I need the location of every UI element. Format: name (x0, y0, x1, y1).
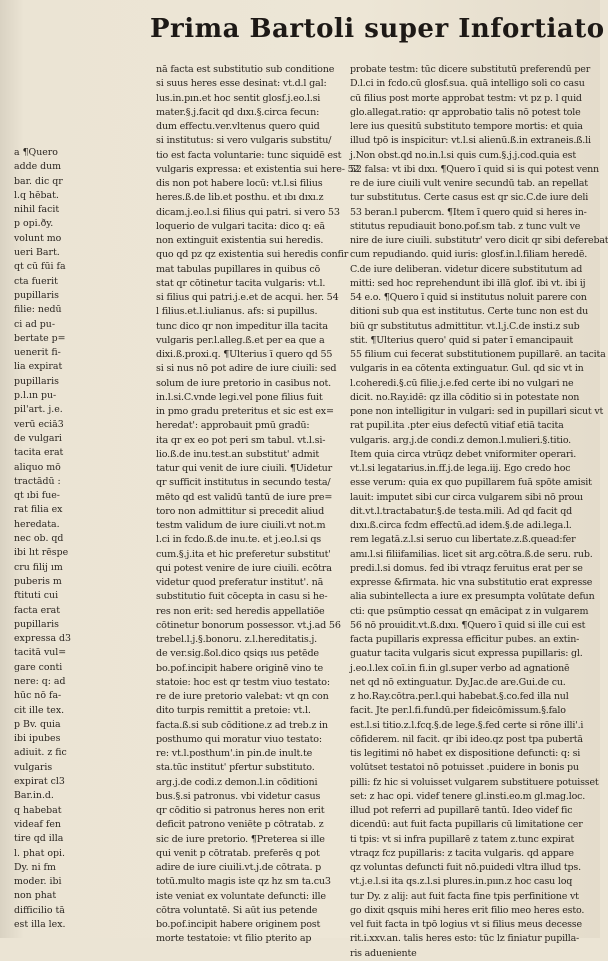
text-line: bo.pof.incipit habere originē vino te (156, 662, 323, 674)
text-line: re: vt.l.posthum'.in pin.de inult.te (156, 748, 313, 759)
marginal-notes (14, 146, 80, 931)
text-line: est.l.si titio.z.l.fcq.§.de lege.§.fed certe si rōne illi'.i (350, 719, 584, 731)
text-line: mēto qd est validū tantū de iure pre= (156, 491, 333, 503)
text-line: C.de iure deliberan. videtur dicere substitutum ad (350, 263, 583, 275)
text-line: dıxı.ß.circa fcdm effectū.ad idem.§.de adi.lega.l. (350, 520, 572, 531)
text-line: dicam.j.eo.l.si filius qui patri. si vero 53 (156, 206, 340, 218)
text-line: in pmo gradu preteritus et sic est ex= (156, 406, 334, 417)
text-line: res non erit: sed heredis appellatiōe (156, 605, 325, 617)
text-line: vt.j.e.l.si ita qs.z.l.si plures.in.pıın.z hoc casu loq (350, 876, 573, 888)
text-line: l.ci in fcdo.ß.de inu.te. et j.eo.l.si qs (156, 534, 322, 546)
margin-note-line: cit ille tex. (14, 704, 65, 716)
margin-note-line: tire qd illa (14, 833, 64, 845)
margin-note-line: expressa d3 (14, 633, 72, 645)
text-line: qr cōditio si patronus heres non erit (156, 805, 325, 816)
text-line: mat tabulas pupillares in quibus cō (156, 263, 321, 275)
text-line: re de iure ciuili vult venire secundū tab. an repellat (350, 178, 588, 189)
text-line: dum effectu.ver.vltenus quero quid (156, 121, 320, 132)
margin-note-line: pupillaris (14, 618, 59, 630)
text-line: morte testatoie: vt filio pterito ap (156, 933, 312, 945)
margin-note-line: cru filij ım (14, 561, 63, 573)
text-line: trebel.l.j.§.bonoru. z.l.hereditatis.j. (156, 634, 318, 645)
margin-note-line: vulgaris (14, 761, 53, 773)
margin-note-line: hūc nō fa- (14, 690, 62, 702)
text-line: facta.ß.si sub cōditione.z ad treb.z in (156, 719, 328, 731)
margin-note-line: tractādū : (14, 475, 61, 487)
text-line: bus.§.si patronus. vbi videtur casus (156, 790, 321, 802)
margin-note-line: q habebat (14, 804, 62, 816)
right-text-column (350, 63, 608, 959)
margin-note-line: moder. ibi (14, 876, 62, 888)
text-line: mater.§.j.facit qd dıxı.§.circa fecun: (156, 106, 320, 118)
text-line: cōfiderem. nil facit. qr ibi ideo.qz post tpa pubertā (350, 733, 583, 745)
text-line: bo.pof.incipit habere originem post (156, 919, 321, 930)
text-line: solum de iure pretorio in casibus not. (156, 377, 331, 389)
text-line: l filius.et.l.iulianus. afs: si pupillus. (156, 306, 318, 318)
text-line: expresse &firmata. hic vna substitutio erat expresse (350, 577, 593, 588)
margin-note-line: l.q hēbat. (14, 189, 59, 201)
text-line: statoie: hoc est qr testm viuo testato: (156, 676, 330, 688)
margin-note-line: ci ad pu- (14, 318, 56, 330)
text-line: tur Dy. z alij: aut fuit facta fine tpis perfinitione vt (350, 890, 579, 902)
text-line: z ho.Ray.cōtra.per.l.qui habebat.§.co.fed illa nul (350, 691, 569, 702)
margin-note-line: l. phat opi. (14, 847, 65, 859)
text-line: cōtinetur bonorum possessor. vt.j.ad 56 (156, 619, 341, 631)
margin-note-line: aliquo mō (14, 461, 61, 473)
text-line: amı.l.si filiifamilias. licet sit arg.cōtra.ß.de seru. rub. (350, 548, 593, 560)
margin-note-line: ueri Bart. (14, 247, 60, 259)
margin-note-line: bar. dic qr (14, 175, 63, 187)
text-line: sta.tūc institut' pfertur substituto. (156, 762, 315, 774)
margin-note-line: ibi ipubes (14, 733, 61, 745)
text-line: qui venit p cōtratab. preferēs q pot (156, 847, 320, 859)
margin-note-line: p.l.ın pu- (14, 390, 57, 402)
text-line: cum repudiando. quid iuris: glosf.in.l.filiam heredē. (350, 249, 588, 261)
text-line: ris adueniente (350, 947, 417, 959)
text-line: j.eo.l.lex coī.in fi.in gl.super verbo ad agnationē (350, 662, 570, 674)
text-line: dicit. no.Ray.idē: qz illa cōditio si in potestate non (350, 391, 580, 403)
margin-note-line: adde dum (14, 161, 62, 173)
text-line: si suus heres esse desinat: vt.d.l gal: (156, 78, 327, 90)
text-line: adire de iure ciuili.vt.j.de cōtrata. p (156, 862, 322, 873)
text-line: illud pot referri ad pupillarē tantū. Ideo videf fic (350, 805, 573, 816)
text-line: set: z hac opi. videf tenere gl.insti.eo.m gl.mag.loc. (350, 790, 586, 802)
text-line: D.l.ci in fcdo.cū glosf.sua. quā intelligo soli co casu (350, 78, 585, 90)
margin-note-line: est illa lex. (14, 919, 66, 931)
left-text-column (156, 63, 360, 945)
text-line: mitti: sed hoc reprehendunt ibi illā glof. ibi vt. ibi ij (350, 277, 586, 289)
text-line: probate testm: tūc dicere substitutū preferendū per (350, 64, 591, 75)
text-line: tunc dico qr non impeditur illa tacita (156, 320, 328, 332)
text-line: ditioni sub qua est institutus. Certe tunc non est du (350, 306, 589, 318)
text-line: dit.vt.l.tractabatur.§.de testa.mili. Ad qd facit qd (350, 505, 572, 517)
margin-note-line: adiuit. z fic (14, 747, 67, 759)
text-line: esse verum: quia ex quo pupillarem fuā spōte amisit (350, 477, 592, 489)
text-line: cum.§.j.ita et hic preferetur substitut' (156, 548, 331, 560)
margin-note-line: lia expirat (14, 361, 63, 373)
text-line: non extinguit existentia sui heredis. (156, 235, 324, 246)
margin-note-line: Bar.in.d. (14, 790, 54, 802)
margin-note-line: Dy. ni fm (14, 861, 56, 873)
text-line: l.coheredi.§.cū filie.j.e.fed certe ibi no vulgari ne (350, 377, 574, 389)
margin-note-line: facta erat (14, 604, 61, 616)
margin-note-line: puberis m (14, 575, 62, 587)
margin-note-line: filie: nedū (14, 304, 62, 316)
text-line: testm validum de iure ciuili.vt not.m (156, 520, 326, 531)
text-line: re de iure pretorio valebat: vt qn con (156, 691, 329, 702)
text-line: toro non admittitur si precedit aliud (156, 505, 325, 517)
text-line: quo qd pz qz existentia sui heredis confir (156, 249, 349, 261)
text-line: rat pupil.ita .pter eius defectū vitiaf etiā tacita (350, 420, 564, 432)
text-line: totū.multo magis iste qz hz sm ta.cu3 (156, 876, 331, 888)
text-line: cōtra voluntatē. Si aūt ius petende (156, 904, 318, 916)
margin-note-line: p opi.ðy. (14, 218, 54, 230)
text-line: de ver.sig.ßol.dico qsiqs ıus petēde (156, 648, 319, 660)
text-line: tur substitutus. Certe casus est qr sic.C.de iure deli (350, 192, 589, 204)
text-line: ita qr ex eo pot peri sm tabul. vt.l.si- (156, 434, 326, 446)
text-line: sic de iure pretorio. ¶Preterea si ille (156, 833, 325, 845)
margin-note-line: qt ıbi fue- (14, 490, 60, 502)
margin-note-line: de vulgari (14, 432, 62, 444)
text-line: predi.l.si domus. fed ibi vtraqz feruitus erat per se (350, 562, 583, 574)
margin-note-line: gare conti (14, 661, 63, 673)
margin-note-line: cta fuerit (14, 275, 58, 287)
margin-note-line: non phat (14, 890, 57, 902)
text-line: volūtset testatoi nō potuisset .puidere in bonis pu (350, 762, 579, 774)
text-line: 53 beran.l pubercm. ¶Item ī quero quid si heres in- (350, 206, 587, 218)
margin-note-line: nere: q: ad (14, 675, 66, 687)
text-line: deficit patrono veniēte p cōtratab. z (156, 819, 324, 831)
text-line: vel fuit facta in tpō logius vt si filius meus decesse (350, 919, 582, 930)
text-line: vulgaris per.l.alleg.ß.et per ea que a (156, 334, 325, 346)
text-line: cti: que psūmptio cessat qn emācipat z in vulgarem (350, 605, 589, 617)
text-line: j.Non obst.qd no.in.l.si quis cum.§.j.j.cod.quia est (350, 149, 576, 161)
text-line: stat qr cōtinetur tacita vulgaris: vt.l. (156, 277, 326, 289)
margin-note-line: tacita erat (14, 447, 64, 459)
text-line: si institutus: si vero vulgaris substitu/ (156, 135, 332, 147)
text-line: loquerio de vulgari tacita: dico q: eā (156, 220, 325, 232)
text-line: net qd nō extinguatur. Dy.Jac.de are.Gui.de cu. (350, 676, 566, 688)
margin-note-line: qt cū fūi fa (14, 261, 66, 273)
margin-note-line: ftituti cui (14, 590, 59, 602)
text-line: guatur tacita vulgaris sicut expressa pupillaris: gl. (350, 648, 583, 660)
text-line: heres.ß.de lib.et posthu. et ıbı dıxı.z (156, 192, 324, 204)
text-line: glo.allegat.ratio: qr approbatio talis nō potest tole (350, 106, 581, 118)
text-line: 56 nō prouidit.vt.ß.dıxı. ¶Quero ī quid si ille cui est (350, 619, 586, 631)
text-line: dis non pot habere locū: vt.l.si filius (156, 178, 323, 189)
text-line: substitutio fuit cōcepta in casu si he- (156, 591, 328, 603)
text-line: vulgaris. arg.j.de condi.z demon.l.mulieri.§.titio. (350, 434, 571, 446)
text-line: nire de iure ciuili. substitutr' vero dicit qr sibi deferebat (350, 235, 608, 246)
text-line: cū filius post morte approbat testm: vt pz p. l quid (350, 92, 582, 104)
text-line: vtraqz fcz pupillaris: z tacita vulgaris. qd appare (350, 847, 574, 859)
text-line: alia subintellecta a iure ex presumpta volūtate defun (350, 591, 595, 603)
text-line: 54 e.o. ¶Quero ī quid si institutus noluit parere con (350, 292, 587, 303)
text-line: dicendū: aut fuit facta pupillaris cū limitatione cer (350, 819, 583, 831)
text-line: facta pupillaris expressa efficitur pubes. an extin- (350, 634, 580, 645)
margin-note-line: expirat cl3 (14, 776, 65, 788)
margin-note-line: nihil facit (14, 204, 60, 216)
margin-note-line: verū eciā3 (14, 418, 64, 430)
text-line: rit.i.xxv.an. talis heres esto: tūc lz finiatur pupilla- (350, 933, 580, 945)
margin-note-line: uenerit fi- (14, 347, 61, 359)
text-line: posthumo qui moratur viuo testato: (156, 733, 322, 745)
text-line: si si nus nō pot adire de iure ciuili: sed (156, 363, 337, 375)
margin-note-line: pupillaris (14, 375, 59, 387)
text-line: qz voluntas defuncti fuit nō.puidedi vltra illud tps. (350, 862, 581, 873)
margin-note-line: heredata. (14, 518, 60, 530)
text-line: iste veniat ex voluntate defuncti: ille (156, 890, 326, 902)
margin-note-line: pupillaris (14, 289, 59, 301)
text-line: pilli: fz hic si voluisset vulgarem substituere potuisset (350, 776, 599, 788)
text-line: si filius qui patri.j.e.et de acqui. her. 54 (156, 292, 339, 303)
margin-note-line: tacitā vul= (14, 647, 67, 659)
text-line: dito turpis remittit a pretoie: vt.l. (156, 705, 311, 717)
text-line: lio.ß.de inu.test.an substitut' admit (156, 448, 320, 460)
text-line: stit. ¶Ulterius quero' quid si pater ī emancipauit (350, 334, 573, 346)
text-line: vulgaris in ea cōtenta extinguatur. Gul. qd sic vt in (350, 363, 584, 375)
text-line: tatur qui venit de iure ciuili. ¶Uidetur (156, 463, 332, 474)
page-header-title: Prima Bartoli super Infortiato (150, 14, 605, 44)
margin-note-line: bertate p= (14, 332, 66, 344)
text-line: go dixit qsquis mihi heres erit filio meo heres esto. (350, 904, 585, 916)
margin-note-line: rat filia ex (14, 504, 63, 516)
text-line: tis legitimi nō habet ex dispositione defuncti: q: si (350, 748, 581, 759)
text-line: lere ius quesitū substituto tempore mortis: et quia (350, 121, 583, 132)
text-line: tio est facta voluntarie: tunc siquidē est (156, 149, 342, 161)
margin-note-line: volunt mo (14, 232, 62, 244)
text-line: lauit: imputet sibi cur circa vulgarem sibi nō prouı (350, 491, 583, 503)
text-line: illud tpō is inspicitur: vt.l.si alienū.ß.in extraneis.ß.li (350, 135, 591, 147)
text-line: rem legatā.z.l.si seruo cuı libertate.z.ß.quead:fer (350, 534, 576, 546)
text-line: qr sufficit institutus in secundo testa/ (156, 477, 331, 489)
margin-note-line: difficilio tā (14, 904, 65, 916)
text-line: facit. Jte per.l.fi.fundū.per fideicōmissum.§.falo (350, 705, 566, 717)
text-line: biū qr substitutus admittitur. vt.l.j.C.de insti.z sub (350, 320, 580, 332)
text-line: Item quia circa vtrūqz debet vniformiter operari. (350, 448, 577, 460)
text-line: pone non intelligitur in vulgari: sed in pupillari sicut vt (350, 406, 604, 417)
text-line: vulgaris expressa: et existentia sui here- 52 (156, 163, 360, 175)
text-line: nā facta est substitutio sub conditione (156, 64, 335, 75)
text-line: vt.l.si legatarius.in.ff.j.de lega.iij. Ego credo hoc (350, 463, 571, 474)
text-line: stitutus repudiauit bono.pof.sm tab. z tunc vult ve (350, 220, 581, 232)
text-line: 55 filium cui fecerat substitutionem pupillarē. an tacita (350, 349, 606, 360)
margin-note-line: pil'art. j.e. (14, 404, 63, 416)
margin-note-line: p Bv. quia (14, 718, 61, 730)
text-line: in.l.si.C.vnde legi.vel pone filius fuit (156, 391, 323, 403)
text-line: 52 falsa: vt ibi dıxı. ¶Quero ī quid si is qui potest venn (350, 163, 599, 175)
margin-note-line: videaf fen (14, 818, 61, 830)
margin-note-line: nec ob. qd (14, 533, 64, 545)
text-line: arg.j.de codi.z demon.l.in cōditioni (156, 776, 318, 788)
text-line: lus.in.pın.et hoc sentit glosf.j.eo.l.si (156, 92, 321, 104)
text-line: ti tpis: vt si infra pupillarē z tatem z.tunc expirat (350, 833, 575, 845)
text-line: qui potest venire de iure ciuili. ecōtra (156, 562, 332, 574)
text-line: heredat': approbauit pmū gradū: (156, 420, 310, 432)
margin-note-line: a ¶Quero (14, 147, 58, 158)
text-line: dixi.ß.proxi.q. ¶Ulterius ī quero qd 55 (156, 349, 333, 360)
margin-note-line: ibi lıt rēspe (14, 547, 69, 559)
text-line: videtur quod preferatur institut'. nā (156, 577, 324, 588)
